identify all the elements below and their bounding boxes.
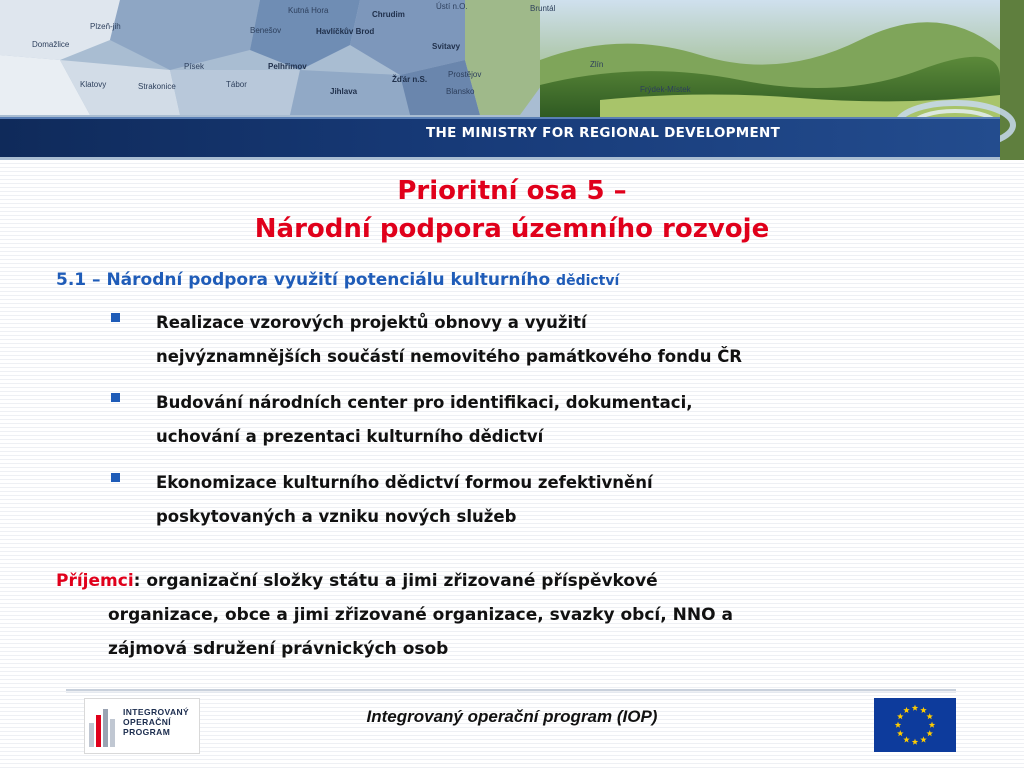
recipients-label: Příjemci — [56, 571, 134, 591]
list-item — [108, 466, 988, 534]
map-label: Domažlice — [32, 40, 70, 49]
list-item-line: uchování a prezentaci kulturního dědictví — [156, 427, 544, 446]
map-label: Žďár n.S. — [392, 75, 428, 84]
map-label: Tábor — [226, 80, 247, 89]
list-item — [108, 306, 988, 374]
list-item-line: nejvýznamnějších součástí nemovitého památkového fondu ČR — [156, 347, 743, 366]
map-label: Prostějov — [448, 70, 482, 79]
recipients-line-2: organizace, obce a jimi zřizované organizace, svazky obcí, NNO a — [108, 605, 733, 625]
iop-logo-line: INTEGROVANÝ — [123, 707, 190, 717]
map-label: Frýdek-Místek — [640, 85, 691, 94]
recipients-text: : organizační složky státu a jimi zřizované příspěvkové — [133, 571, 658, 591]
title-line-1: Prioritní osa 5 – — [397, 176, 627, 206]
iop-logo-line: PROGRAM — [123, 727, 171, 737]
map-label: Strakonice — [138, 82, 176, 91]
slide-title — [0, 172, 1024, 248]
recipients-line-1 — [56, 564, 976, 598]
map-label: Blansko — [446, 87, 475, 96]
eu-flag-icon — [874, 698, 956, 752]
map-label: Písek — [184, 62, 205, 71]
list-item-line: Budování národních center pro identifikaci, dokumentaci, — [156, 393, 693, 412]
square-bullet-icon — [111, 473, 120, 482]
iop-logo-line: OPERAČNÍ — [123, 717, 172, 727]
footer-caption: Integrovaný operační program (IOP) — [366, 707, 658, 726]
square-bullet-icon — [111, 393, 120, 402]
activity-list — [108, 306, 988, 546]
map-label: Havlíčkův Brod — [316, 27, 375, 36]
map-label: Zlín — [590, 60, 604, 69]
map-label: Kutná Hora — [288, 6, 329, 15]
header-banner — [0, 0, 1024, 160]
title-line-2: Národní podpora územního rozvoje — [254, 214, 770, 244]
map-label: Ústí n.O. — [436, 2, 468, 11]
ministry-name: THE MINISTRY FOR REGIONAL DEVELOPMENT — [426, 125, 781, 141]
list-item-line: Ekonomizace kulturního dědictví formou zefektivnění — [156, 473, 653, 492]
list-item-line: poskytovaných a vzniku nových služeb — [156, 507, 517, 526]
map-label: Jihlava — [330, 87, 358, 96]
map-label: Svitavy — [432, 42, 461, 51]
map-label: Plzeň-jih — [90, 22, 121, 31]
footer-divider — [66, 689, 956, 691]
measure-heading-main: 5.1 – Národní podpora využití potenciálu kulturního — [56, 270, 557, 290]
map-label: Chrudim — [372, 10, 405, 19]
recipients-block — [56, 564, 976, 666]
map-label: Pelhřimov — [268, 62, 307, 71]
footer-divider-shadow — [66, 692, 956, 693]
list-item-line: Realizace vzorových projektů obnovy a využití — [156, 313, 587, 332]
measure-heading-tail: dědictví — [556, 273, 620, 289]
list-item — [108, 386, 988, 454]
measure-heading — [56, 270, 619, 290]
map-label: Klatovy — [80, 80, 107, 89]
map-label: Benešov — [250, 26, 282, 35]
recipients-line-3: zájmová sdružení právnických osob — [108, 639, 449, 659]
square-bullet-icon — [111, 313, 120, 322]
map-label: Bruntál — [530, 4, 556, 13]
